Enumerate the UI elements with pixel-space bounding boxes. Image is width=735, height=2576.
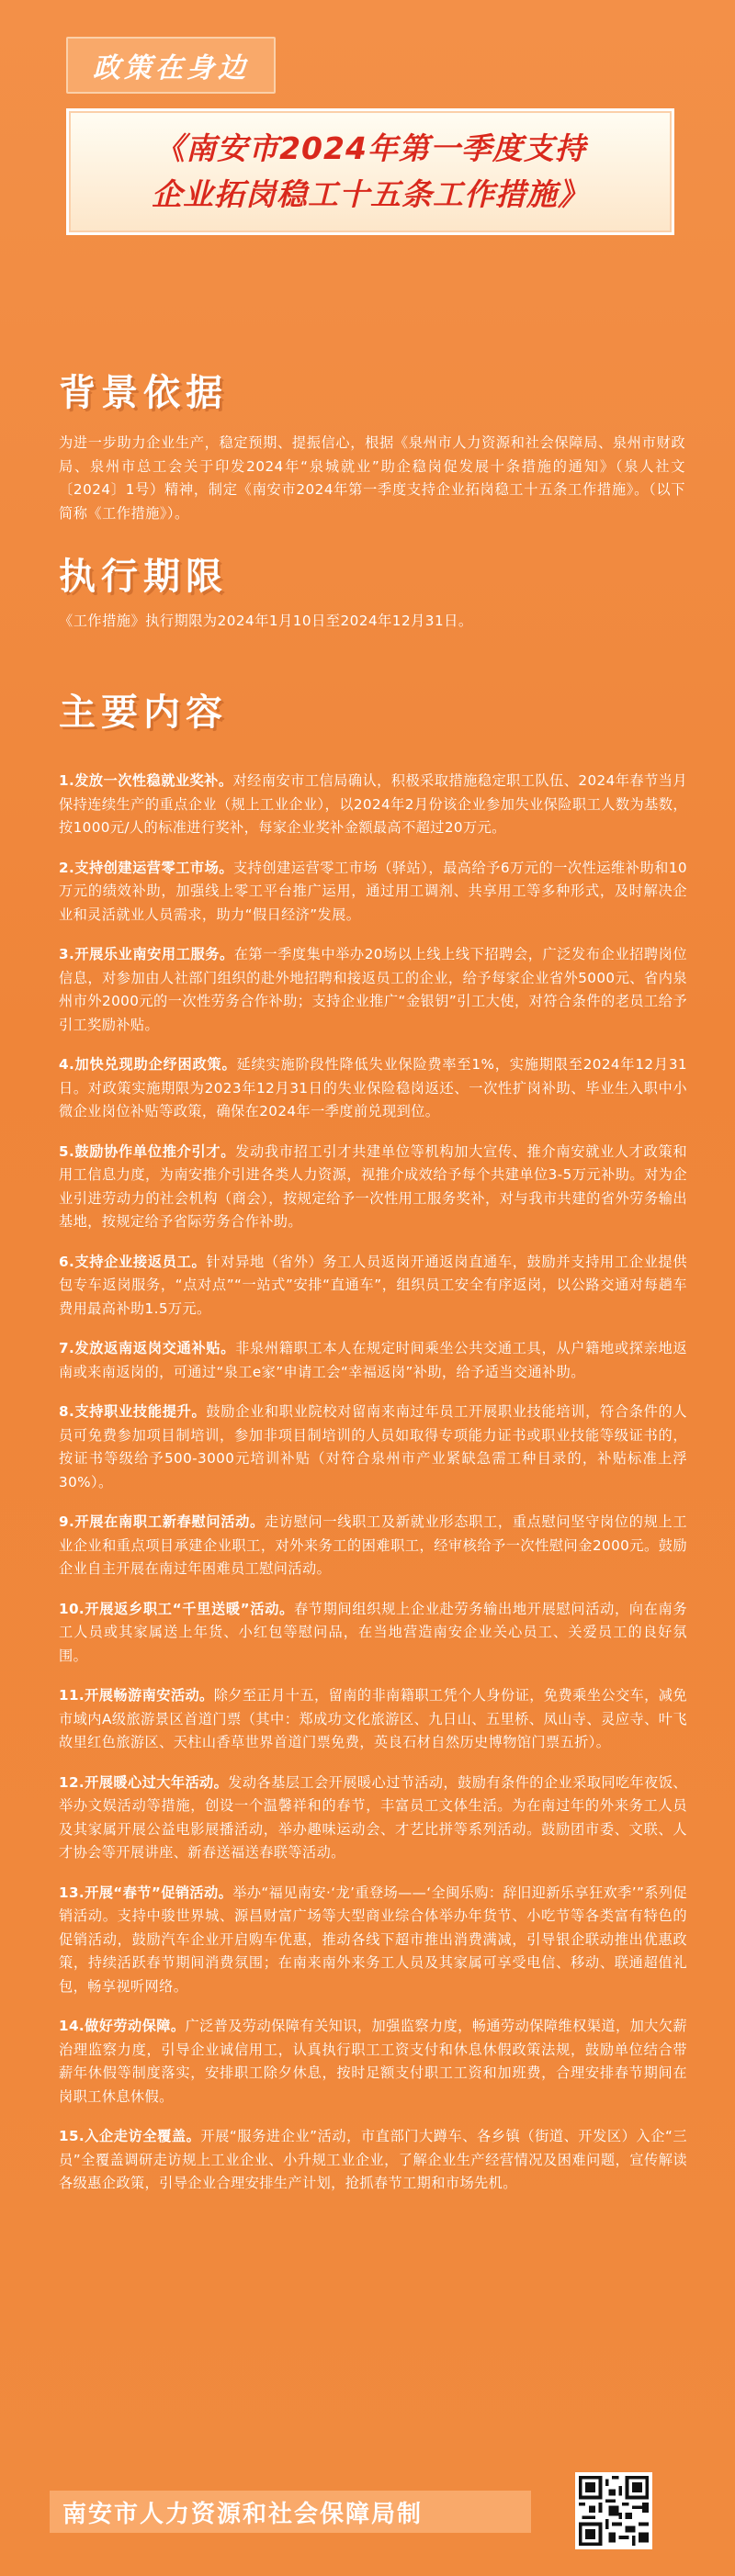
measure-body: 开展“服务进企业”活动，市直部门大蹲车、各乡镇（街道、开发区）入企“三员”全覆盖调研走访规上工业企业、小升规工业企业，了解企业生产经营情况及困难问题，宣传解读各级惠企政策，引导企业合理安排生产计划，抢抓春节工期和市场先机。	[59, 2128, 687, 2191]
measure-item	[59, 857, 687, 928]
footer-org: 南安市人力资源和社会保障局制	[50, 2491, 531, 2533]
measure-body: 延续实施阶段性降低失业保险费率至1%，实施期限至2024年12月31日。对政策实施期限为2023年12月31日的失业保险稳岗返还、一次性扩岗补助、毕业生入职中小微企业岗位补贴等政策，确保在2024年一季度前兑现到位。	[59, 1056, 687, 1119]
measure-body: 发动各基层工会开展暖心过节活动，鼓励有条件的企业采取同吃年夜饭、举办文娱活动等措施，创设一个温馨祥和的春节，丰富员工文体生活。为在南过年的外来务工人员及其家属开展公益电影展播活动，举办趣味运动会、才艺比拼等系列活动。鼓励团市委、文联、人才协会等开展讲座、新春送福送春联等活动。	[59, 1773, 687, 1861]
period-heading: 执行期限	[59, 556, 228, 598]
measure-body: 支持创建运营零工市场（驿站），最高给予6万元的一次性运维补助和10万元的绩效补助，加强线上零工平台推广运用，通过用工调剂、共享用工等多种形式，及时解决企业和灵活就业人员需求，助力“假日经济”发展。	[59, 859, 687, 923]
measure-item	[59, 770, 687, 840]
measure-item	[59, 1511, 687, 1581]
measure-title: 7.发放返南返岗交通补贴。	[59, 1340, 236, 1356]
measure-title: 1.发放一次性稳就业奖补。	[59, 772, 233, 789]
measure-title: 15.入企走访全覆盖。	[59, 2128, 201, 2144]
measure-title: 2.支持创建运营零工市场。	[59, 859, 234, 876]
measure-title: 9.开展在南职工新春慰问活动。	[59, 1513, 265, 1530]
measure-title: 11.开展畅游南安活动。	[59, 1687, 214, 1704]
qr-code-icon	[575, 2472, 652, 2549]
measure-item	[59, 943, 687, 1037]
measure-item	[59, 1400, 687, 1494]
title-box	[66, 108, 674, 235]
measure-title: 8.支持职业技能提升。	[59, 1403, 207, 1420]
measure-title: 12.开展暖心过大年活动。	[59, 1773, 229, 1791]
main-heading: 主要内容	[59, 692, 228, 734]
period-text: 《工作措施》执行期限为2024年1月10日至2024年12月31日。	[59, 613, 473, 629]
background-heading: 背景依据	[59, 372, 228, 414]
background-text: 为进一步助力企业生产，稳定预期、提振信心，根据《泉州市人力资源和社会保障局、泉州市财政局、泉州市总工会关于印发2024年“泉城就业”助企稳岗促发展十条措施的通知》（泉人社文〔2024〕1号）精神，制定《南安市2024年第一季度支持企业拓岗稳工十五条工作措施》。（以下简称《工作措施》）。	[59, 434, 685, 522]
measure-title: 14.做好劳动保障。	[59, 2018, 186, 2034]
measure-body: 鼓励企业和职业院校对留南来南过年员工开展职业技能培训，符合条件的人员可免费参加项目制培训，参加非项目制培训的人员如取得专项能力证书或职业技能等级证书的，按证书等级给予500-3000元培训补贴（对符合泉州市产业紧缺急需工种目录的，补贴标准上浮30%）。	[59, 1403, 687, 1490]
measure-title: 3.开展乐业南安用工服务。	[59, 946, 234, 962]
measure-item	[59, 1251, 687, 1322]
measure-body: 举办“福见南安·‘龙’重登场——‘全闽乐购：辞旧迎新乐享狂欢季’”系列促销活动。支持中骏世界城、源昌财富广场等大型商业综合体举办年货节、小吃节等各类富有特色的促销活动，鼓励汽车企业开启购车优惠，推动各线下超市推出消费满减，引导银企联动推出优惠政策，持续活跃春节期间消费氛围；在南来南外来务工人员及其家属可享受电信、移动、联通超值礼包，畅享视听网络。	[59, 1884, 688, 1995]
measure-body: 非泉州籍职工本人在规定时间乘坐公共交通工具，从户籍地或探亲地返南或来南返岗的，可通过“泉工e家”申请工会“幸福返岗”补助，给予适当交通补助。	[59, 1340, 687, 1380]
measure-body: 春节期间组织规上企业赴劳务输出地开展慰问活动，向在南务工人员或其家属送上年货、小红包等慰问品，在当地营造南安企业关心员工、关爱员工的良好氛围。	[59, 1600, 687, 1664]
measure-item	[59, 1772, 687, 1865]
measure-title: 4.加快兑现助企纾困政策。	[59, 1056, 237, 1073]
header-tag: 政策在身边	[66, 37, 276, 94]
measure-item	[59, 1337, 687, 1384]
measure-title: 13.开展“春节”促销活动。	[59, 1884, 233, 1901]
measure-item	[59, 1053, 687, 1124]
measure-body: 对经南安市工信局确认，积极采取措施稳定职工队伍、2024年春节当月保持连续生产的重点企业（规上工业企业），以2024年2月份该企业参加失业保险职工人数为基数，按1000元/人的标准进行奖补，每家企业奖补金额最高不超过20万元。	[59, 772, 687, 836]
measure-body: 针对异地（省外）务工人员返岗开通返岗直通车，鼓励并支持用工企业提供包专车返岗服务，“点对点”“一站式”安排“直通车”，组织员工安全有序返岗，以公路交通对每趟车费用最高补助1.5万元。	[59, 1253, 687, 1317]
measure-item	[59, 1882, 687, 1999]
measure-item	[59, 2015, 687, 2109]
measures-list	[59, 770, 687, 2212]
measure-body: 走访慰问一线职工及新就业形态职工，重点慰问坚守岗位的规上工业企业和重点项目承建企业职工，对外来务工的困难职工，经审核给予一次性慰问金2000元。鼓励企业自主开展在南过年困难员工慰问活动。	[59, 1513, 687, 1577]
measure-item	[59, 2125, 687, 2196]
title-line-2: 企业拓岗稳工十五条工作措施》	[152, 176, 589, 212]
measure-body: 除夕至正月十五，留南的非南籍职工凭个人身份证，免费乘坐公交车，减免市域内A级旅游景区首道门票（其中：郑成功文化旅游区、九日山、五里桥、凤山寺、灵应寺、叶飞故里红色旅游区、天柱山香草世界首道门票免费，英良石材自然历史博物馆门票五折）。	[59, 1687, 687, 1750]
measure-item	[59, 1598, 687, 1669]
measure-body: 在第一季度集中举办20场以上线上线下招聘会，广泛发布企业招聘岗位信息，对参加由人社部门组织的赴外地招聘和接返员工的企业，给予每家企业省外5000元、省内泉州市外2000元的一次性劳务合作补助；支持企业推广“金银钥”引工大使，对符合条件的老员工给予引工奖励补贴。	[59, 946, 687, 1033]
measure-title: 5.鼓励协作单位推介引才。	[59, 1142, 236, 1160]
measure-item	[59, 1141, 687, 1234]
measure-body: 发动我市招工引才共建单位等机构加大宣传、推介南安就业人才政策和用工信息力度，为南安推介引进各类人力资源，视推介成效给予每个共建单位3-5万元补助。对为企业引进劳动力的社会机构（商会），按规定给予一次性用工服务奖补，对与我市共建的省外劳务输出基地，按规定给予省际劳务合作补助。	[59, 1142, 687, 1230]
measure-title: 6.支持企业接返员工。	[59, 1253, 207, 1270]
title-line-1: 《南安市2024年第一季度支持	[154, 130, 586, 166]
measure-body: 广泛普及劳动保障有关知识，加强监察力度，畅通劳动保障维权渠道，加大欠薪治理监察力度，引导企业诚信用工，认真执行职工工资支付和休息休假政策法规，鼓励单位结合带薪年休假等制度落实，安排职工除夕休息，按时足额支付职工工资和加班费，合理安排春节期间在岗职工休息休假。	[59, 2018, 688, 2105]
measure-item	[59, 1684, 687, 1755]
measure-title: 10.开展返乡职工“千里送暖”活动。	[59, 1600, 294, 1617]
